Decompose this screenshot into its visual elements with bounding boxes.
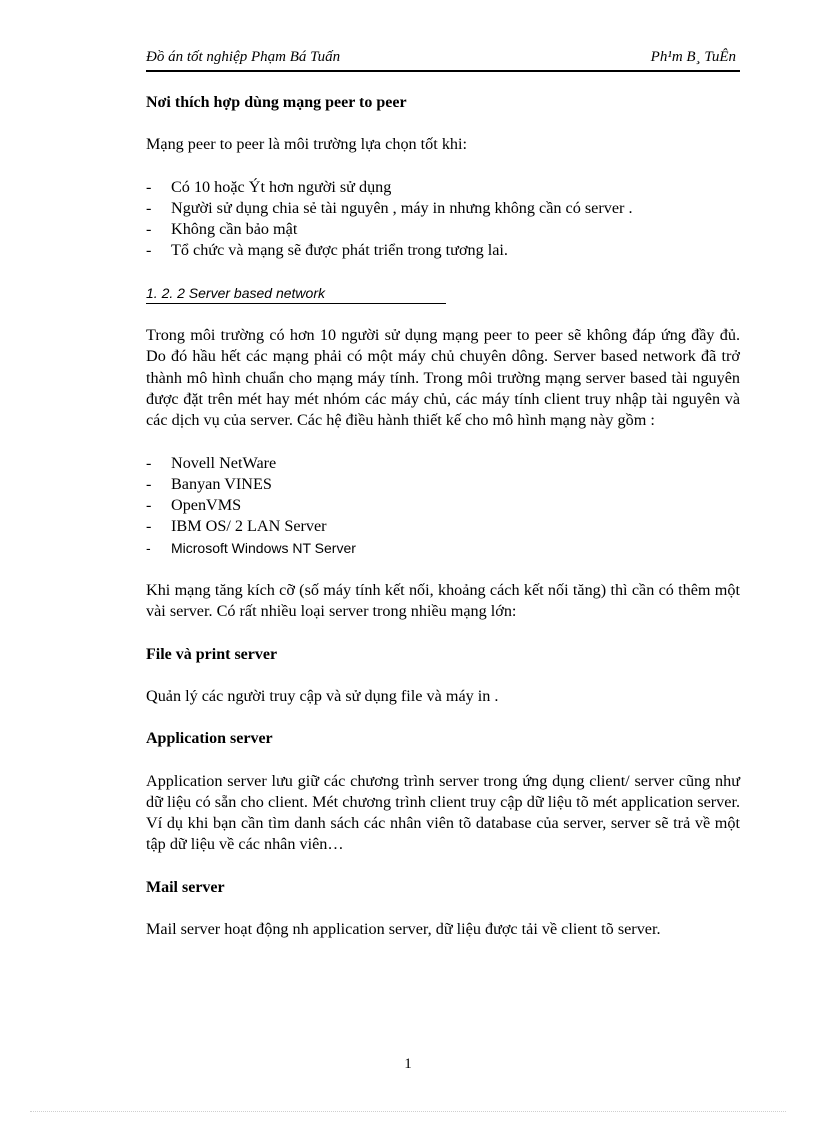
list-item: - Tổ chức và mạng sẽ được phát triển trong tương lai. [146,240,740,261]
page-number: 1 [404,1056,412,1072]
list-item: - Novell NetWare [146,453,740,474]
bullet-dash: - [146,496,152,515]
mail-heading: Mail server [146,878,225,896]
bullet-dash: - [146,453,152,472]
footer-divider [30,1111,786,1112]
header-left: Đồ án tốt nghiệp Phạm Bá Tuấn [146,49,341,65]
application-text: Application server lưu giữ các chương trình server trong ứng dụng client/ server cũng như dữ liệu có sẵn cho client. Mét chương trình client truy cập dữ liệu tõ mét application server. Ví dụ khi bạn cần tìm danh sách các nhân viên tõ database của server, server sẽ trả về một tập dữ liệu về các nhân viên… [146,771,740,854]
page-header [146,49,740,69]
bullet-dash: - [146,517,152,536]
bullet-dash: - [146,539,151,556]
peer-list [146,177,740,262]
header-right: Ph¹m B¸ TuÊn [650,49,736,65]
server-paragraph: Trong môi trường có hơn 10 người sử dụng mạng peer to peer sẽ không đáp ứng đầy đủ. Do đó hầu hết các mạng phải có một máy chủ chuyên dông. Server based network đã trở thành mô hình chuẩn cho mạng máy tính. Trong môi trường mạng server based tài nguyên được đặt trên mét hay mét nhóm các máy chủ, các máy tính client truy nhập tài nguyên và các dịch vụ của server. Các hệ điều hành thiết kế cho mô hình mạng này gồm : [146,326,740,430]
os-list [146,453,740,559]
list-item: - Banyan VINES [146,474,740,495]
file-print-text: Quản lý các người truy cập và sử dụng file và máy in . [146,686,499,705]
peer-intro: Mạng peer to peer là môi trường lựa chọn tốt khi: [146,135,467,154]
header-rule [146,70,740,72]
growth-paragraph: Khi mạng tăng kích cỡ (số máy tính kết nối, khoảng cách kết nối tăng) thì cần có thêm một vài server. Có rất nhiều loại server trong nhiều mạng lớn: [146,581,740,621]
list-item: - OpenVMS [146,495,740,516]
list-item: - Người sử dụng chia sẻ tài nguyên , máy in nhưng không cần có server . [146,198,740,219]
list-item: - Có 10 hoặc Ýt hơn người sử dụng [146,177,740,198]
file-print-heading: File và print server [146,645,278,663]
bullet-dash: - [146,220,152,239]
list-item: - Không cần bảo mật [146,219,740,240]
page-content [146,92,740,940]
list-item: - Microsoft Windows NT Server [146,538,740,559]
list-item: - IBM OS/ 2 LAN Server [146,516,740,537]
peer-heading: Nơi thích hợp dùng mạng peer to peer [146,94,407,111]
mail-text: Mail server hoạt động nh application server, dữ liệu được tải về client tõ server. [146,920,661,939]
bullet-dash: - [146,241,152,260]
bullet-dash: - [146,177,152,196]
subsection-title: 1. 2. 2 Server based network [146,284,446,304]
application-heading: Application server [146,730,273,748]
bullet-dash: - [146,474,152,493]
bullet-dash: - [146,198,152,217]
